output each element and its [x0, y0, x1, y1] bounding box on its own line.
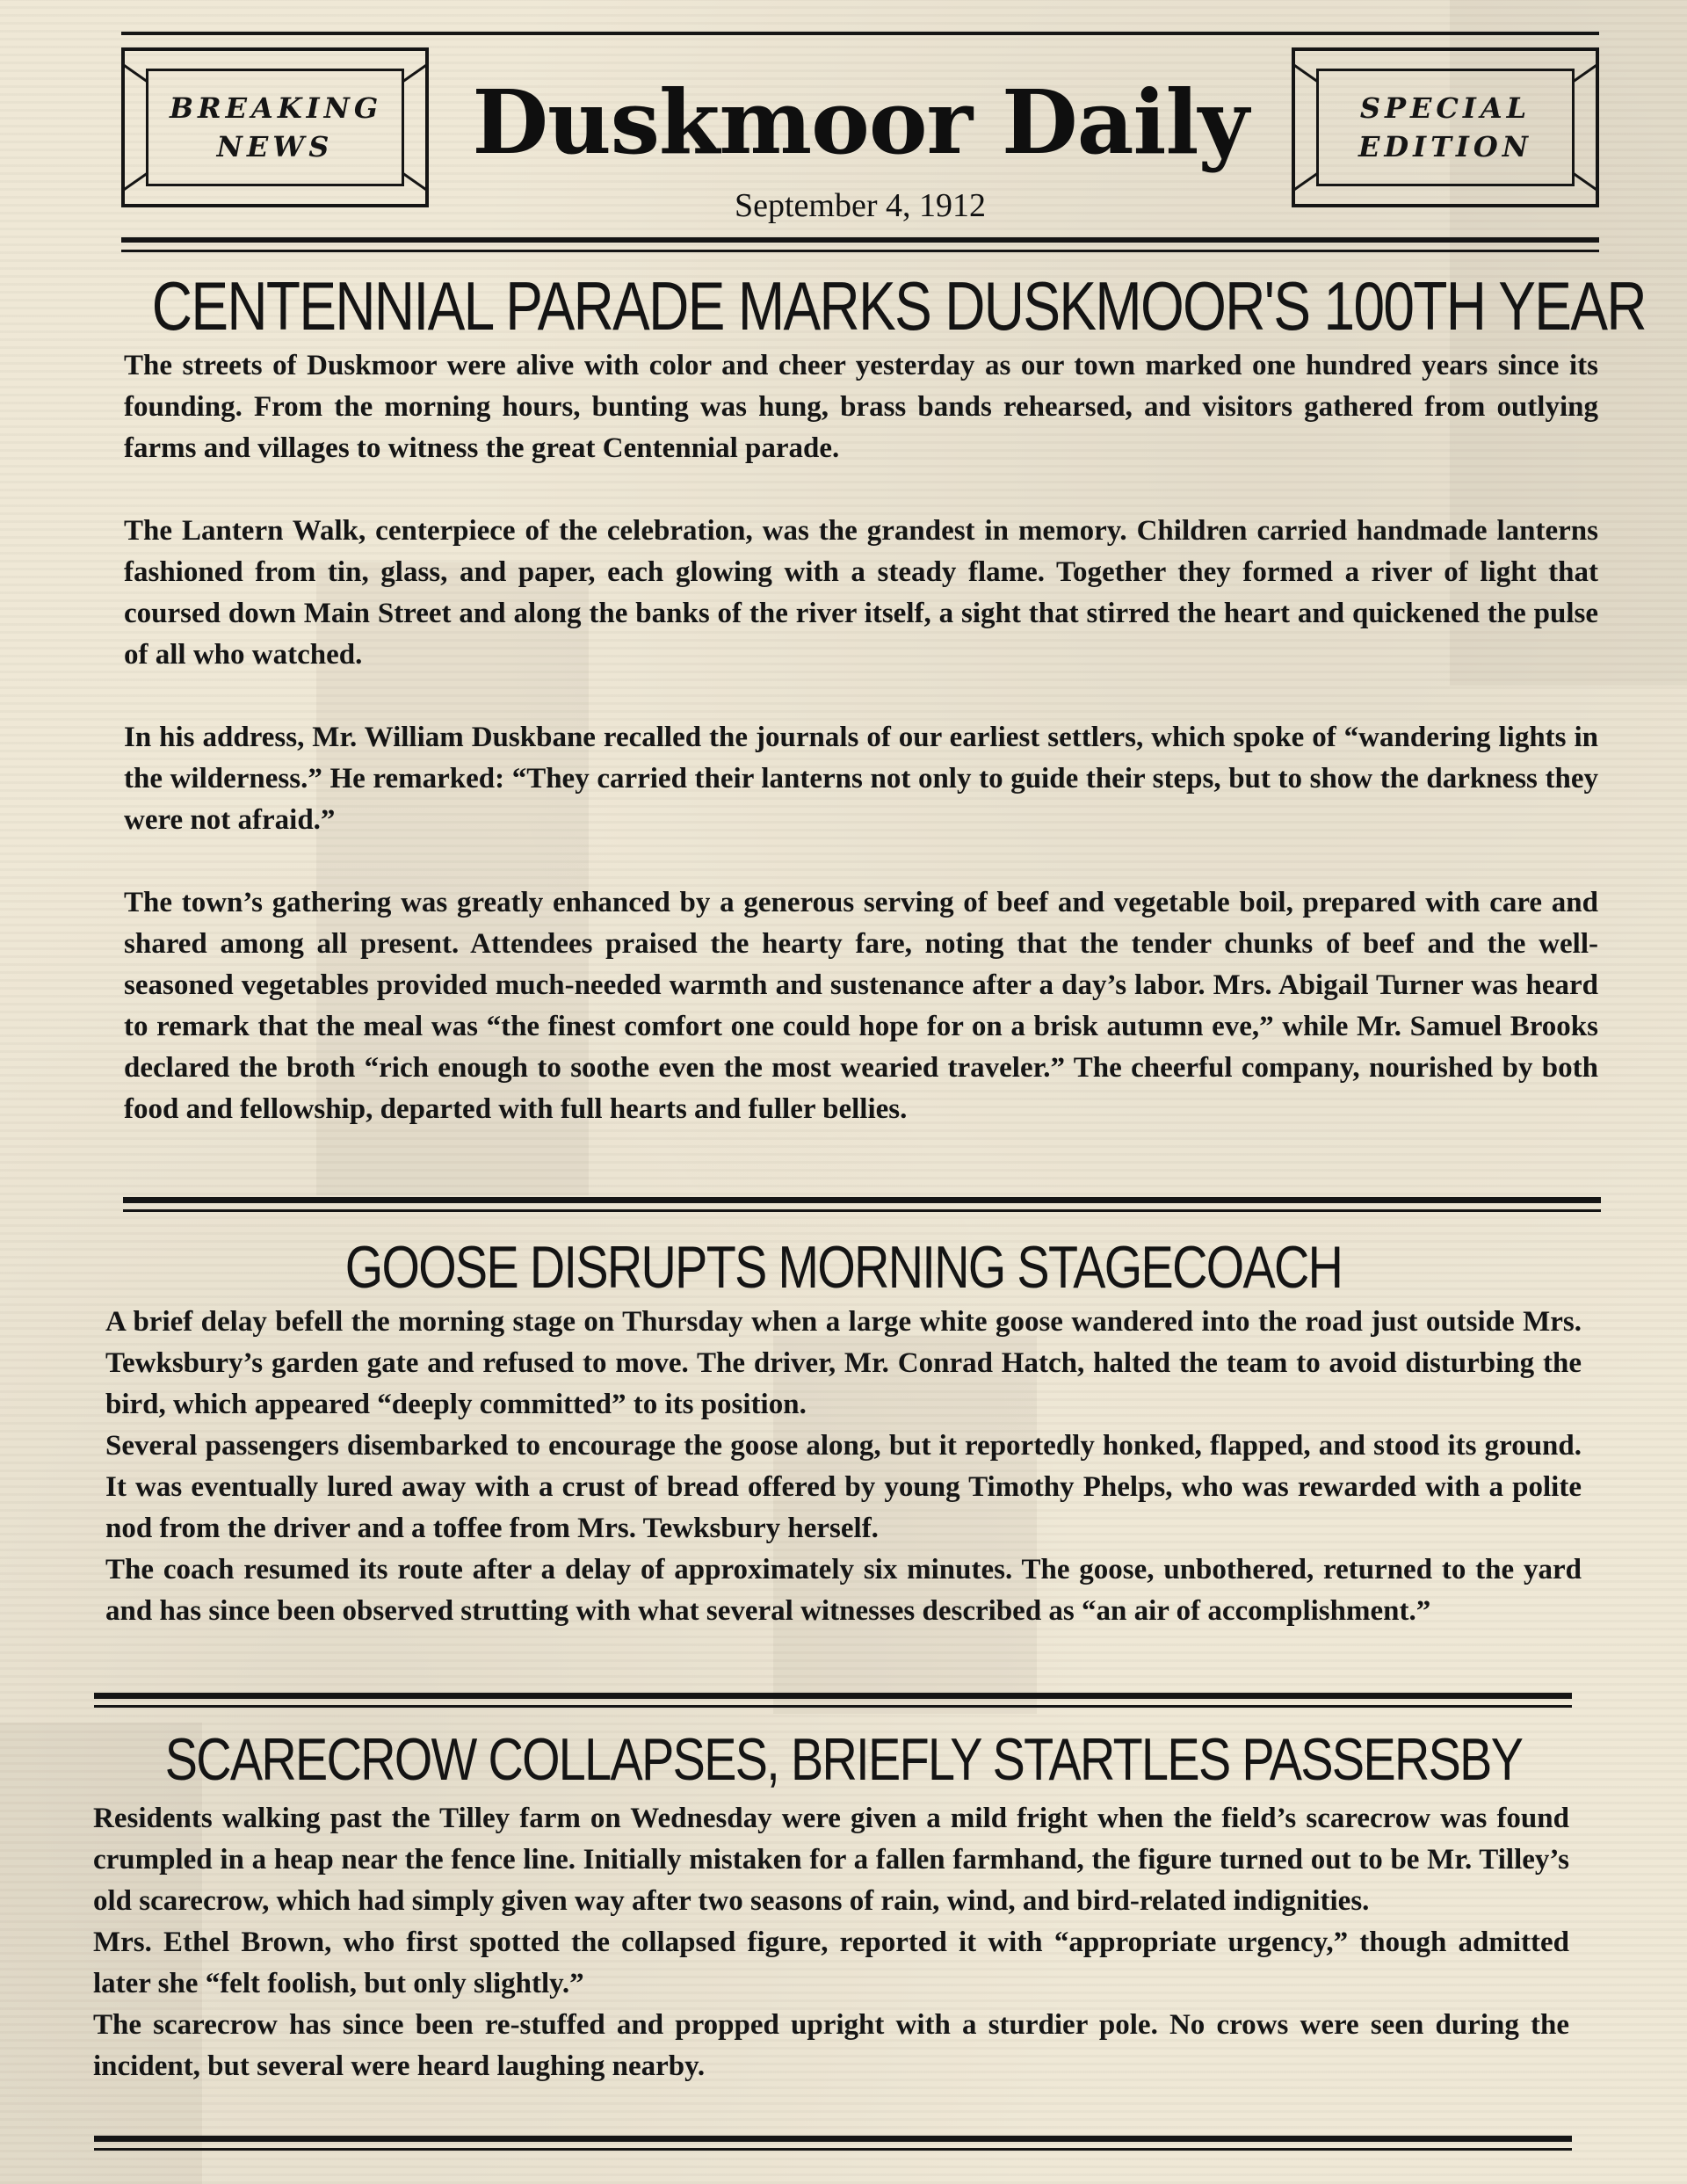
breaking-news-inner — [146, 69, 404, 186]
box-corner-line — [122, 172, 148, 192]
special-edition-label: SPECIAL EDITION — [1358, 91, 1532, 163]
box-corner-line — [1572, 172, 1598, 192]
special-edition-inner — [1316, 69, 1575, 186]
box-corner-line — [402, 172, 428, 192]
footer-divider — [94, 2136, 1572, 2153]
issue-date: September 4, 1912 — [734, 187, 986, 224]
section-divider — [123, 1197, 1601, 1215]
article-paragraph: The coach resumed its route after a delay of approximately six minutes. The goose, unbothered, returned to the yard and has since been observed strutting with what several witnesses described as “an air of accomplishment.” — [105, 1554, 1582, 1627]
masthead-bottom-rule-thick — [121, 237, 1599, 243]
divider-thin-line — [94, 1705, 1572, 1708]
divider-thick-line — [94, 2136, 1572, 2142]
masthead-bottom-rule-thin — [121, 250, 1599, 252]
article-headline: GOOSE DISRUPTS MORNING STAGECOACH — [344, 1234, 1343, 1301]
article-paragraph: Residents walking past the Tilley farm on Wednesday were given a mild fright when the field’s scarecrow was found crumpled in a heap near the fence line. Initially mistaken for a fallen farmhand, the figure turned out to be Mr. Tilley’s old scarecrow, which had simply given way after two seasons of rain, wind, and bird-related indignities. — [93, 1803, 1569, 1917]
article-paragraph: The streets of Duskmoor were alive with color and cheer yesterday as our town marked one hundred years since its founding. From the morning hours, bunting was hung, brass bands rehearsed, and visitors gathered from outlying farms and villages to witness the great Centennial parade. — [124, 350, 1598, 464]
divider-thin-line — [94, 2148, 1572, 2151]
divider-thick-line — [94, 1693, 1572, 1699]
article-paragraph: The scarecrow has since been re-stuffed and propped upright with a sturdier pole. No crows were seen during the incident, but several were heard laughing nearby. — [93, 2009, 1569, 2082]
box-corner-line — [402, 63, 428, 83]
article-paragraph: The town’s gathering was greatly enhanced by a generous serving of beef and vegetable boil, prepared with care and shared among all present. Attendees praised the hearty fare, noting that the tender chunks of beef and the well-seasoned vegetables provided much-needed warmth and sustenance after a day’s labor. Mrs. Abigail Turner was heard to remark that the meal was “the finest comfort one could hope for on a brisk autumn eve,” while Mr. Samuel Brooks declared the broth “rich enough to soothe even the most wearied traveler.” The cheerful company, nourished by both food and fellowship, departed with full hearts and fuller bellies. — [124, 887, 1598, 1125]
article-paragraph: Several passengers disembarked to encourage the goose along, but it reportedly honked, flapped, and stood its ground. It was eventually lured away with a crust of bread offered by young Timothy Phelps, who was rewarded with a polite nod from the driver and a toffee from Mrs. Tewksbury herself. — [105, 1430, 1582, 1544]
box-corner-line — [122, 63, 148, 83]
masthead — [121, 32, 1599, 262]
section-divider — [94, 1693, 1572, 1710]
article-body — [105, 1302, 1582, 1632]
article-headline: SCARECROW COLLAPSES, BRIEFLY STARTLES PASSERSBY — [164, 1726, 1523, 1793]
breaking-news-label: BREAKING NEWS — [170, 91, 383, 163]
box-corner-line — [1572, 63, 1598, 83]
article-paragraph: A brief delay befell the morning stage on Thursday when a large white goose wandered into the road just outside Mrs. Tewksbury’s garden gate and refused to move. The driver, Mr. Conrad Hatch, halted the team to avoid disturbing the bird, which appeared “deeply committed” to its position. — [105, 1306, 1582, 1420]
masthead-top-rule — [121, 32, 1599, 35]
article-paragraph: The Lantern Walk, centerpiece of the celebration, was the grandest in memory. Children carried handmade lanterns fashioned from tin, glass, and paper, each glowing with a steady flame. Together they formed a river of light that coursed down Main Street and along the banks of the river itself, a sight that stirred the heart and quickened the pulse of all who watched. — [124, 515, 1598, 671]
breaking-news-box — [121, 47, 429, 207]
article-paragraph: Mrs. Ethel Brown, who first spotted the collapsed figure, reported it with “appropriate urgency,” though admitted later she “felt foolish, but only slightly.” — [93, 1926, 1569, 1999]
box-corner-line — [1292, 172, 1319, 192]
article-paragraph: In his address, Mr. William Duskbane recalled the journals of our earliest settlers, which spoke of “wandering lights in the wilderness.” He remarked: “They carried their lanterns not only to guide their steps, but to show the darkness they were not afraid.” — [124, 722, 1598, 836]
box-corner-line — [1292, 63, 1319, 83]
divider-thin-line — [123, 1209, 1601, 1212]
article-body — [93, 1798, 1569, 2087]
newspaper-title: Duskmoor Daily — [472, 70, 1249, 174]
divider-thick-line — [123, 1197, 1601, 1203]
article-headline: CENTENNIAL PARADE MARKS DUSKMOOR'S 100TH YEAR — [151, 267, 1646, 345]
special-edition-box — [1292, 47, 1599, 207]
article-body — [124, 345, 1598, 1130]
